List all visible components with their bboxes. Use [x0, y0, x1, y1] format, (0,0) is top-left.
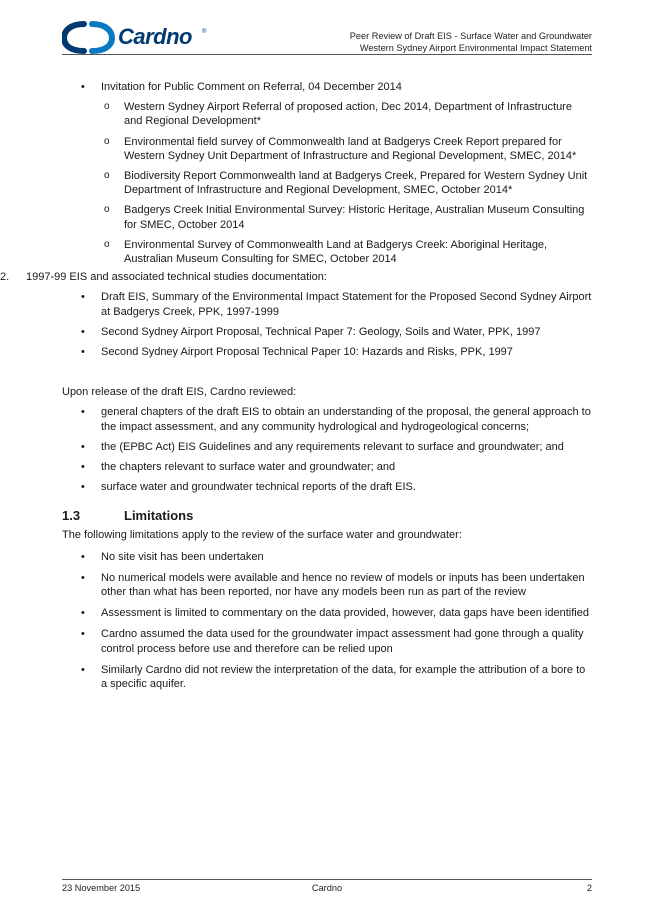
numbered-item: [0, 270, 592, 284]
bullet-disc: •: [81, 291, 85, 304]
bullet-disc: •: [81, 346, 85, 359]
list-item: [62, 405, 592, 433]
bullet-circle: o: [104, 101, 110, 113]
list-number: 2.: [0, 271, 10, 284]
sub-list-item-text: Environmental Survey of Commonwealth Land at Badgerys Creek: Aboriginal Heritage, Australian Museum Consulting for SMEC, October 2014: [124, 238, 548, 266]
list-item-text: Second Sydney Airport Proposal, Technical Paper 7: Geology, Soils and Water, PPK, 1997: [101, 325, 541, 338]
sub-list-item-text: Western Sydney Airport Referral of proposed action, Dec 2014, Department of Infrastructure and Regional Development*: [124, 101, 572, 128]
list-item: [62, 80, 592, 94]
list-item: [62, 550, 592, 564]
list-item: [62, 440, 592, 454]
list-item: [62, 460, 592, 474]
header-divider: [62, 54, 592, 55]
paragraph: Upon release of the draft EIS, Cardno reviewed:: [62, 386, 297, 399]
list-item-text: the chapters relevant to surface water and groundwater; and: [101, 461, 396, 474]
bullet-disc: •: [81, 440, 85, 453]
section-number: 1.3: [62, 508, 81, 524]
list-item: [62, 345, 592, 359]
sub-list-item-text: Environmental field survey of Commonwealth land at Badgerys Creek Report prepared for Western Sydney Unit Department of Infrastructure and Regional Development, SMEC, 2014*: [124, 135, 577, 162]
list-item-text: Draft EIS, Summary of the Environmental Impact Statement for the Proposed Second Sydney Airport at Badgerys Creek, PPK, 1997-1999: [101, 291, 592, 318]
bullet-disc: •: [81, 461, 85, 474]
cardno-logo-icon: [62, 20, 212, 54]
sub-list-item: [62, 203, 592, 231]
document-title-line2: Western Sydney Airport Environmental Impact Statement: [359, 43, 592, 53]
bullet-circle: o: [104, 170, 110, 182]
footer-company: Cardno: [311, 883, 343, 893]
list-item: [62, 627, 592, 655]
bullet-circle: o: [104, 135, 110, 147]
logo-wordmark: Cardno: [118, 24, 192, 49]
bullet-disc: •: [81, 406, 85, 419]
list-item-text: general chapters of the draft EIS to obtain an understanding of the proposal, the general approach to the impact assessment, and any community hydrological and hydrogeological concerns;: [101, 406, 591, 433]
list-item: [62, 606, 592, 620]
bullet-disc: •: [81, 481, 85, 494]
sub-list-item: [62, 135, 592, 163]
sub-list-item: [62, 100, 592, 128]
list-item: [62, 480, 592, 494]
list-item: [62, 663, 592, 691]
footer-date: 23 November 2015: [62, 883, 141, 893]
footer-divider: [62, 879, 592, 880]
bullet-disc: •: [81, 607, 85, 620]
list-item-text: surface water and groundwater technical reports of the draft EIS.: [101, 481, 416, 494]
sub-list-item-text: Biodiversity Report Commonwealth land at Badgerys Creek, Prepared for Western Sydney Unit Department of Infrastructure and Regional Development, SMEC, October 2014*: [124, 170, 588, 197]
bullet-disc: •: [81, 550, 85, 563]
list-item-text: No numerical models were available and hence no review of models or inputs has been undertaken other than what has been reported, nor have any models been run as part of the review: [101, 571, 585, 599]
page-content: [0, 72, 592, 691]
page-header: [62, 16, 592, 56]
document-title-line1: Peer Review of Draft EIS - Surface Water and Groundwater: [349, 31, 592, 41]
list-item-text: Assessment is limited to commentary on the data provided, however, data gaps have been identified: [101, 607, 589, 620]
list-item-text: Cardno assumed the data used for the groundwater impact assessment had gone through a quality control process before use and therefore can be relied upon: [101, 628, 584, 655]
list-item: [62, 325, 592, 339]
logo-registered-mark: ®: [202, 29, 207, 35]
section-heading: [62, 508, 592, 524]
list-item-text: Second Sydney Airport Proposal Technical Paper 10: Hazards and Risks, PPK, 1997: [101, 346, 513, 359]
list-item-text: Similarly Cardno did not review the interpretation of the data, for example the attribution of a bore to a specific aquifer.: [101, 663, 586, 691]
bullet-circle: o: [104, 238, 110, 250]
document-title: [350, 30, 592, 54]
list-item-text: the (EPBC Act) EIS Guidelines and any requirements relevant to surface and groundwater; and: [101, 440, 564, 453]
sub-list-item-text: Badgerys Creek Initial Environmental Survey: Historic Heritage, Australian Museum Consulting for SMEC, October 2014: [124, 204, 585, 231]
bullet-circle: o: [104, 204, 110, 216]
section-title: Limitations: [124, 508, 194, 524]
bullet-disc: •: [81, 325, 85, 338]
sub-list-item: [62, 238, 592, 266]
bullet-disc: •: [81, 628, 85, 641]
numbered-item-text: 1997-99 EIS and associated technical studies documentation:: [26, 271, 327, 284]
page-number: 2: [586, 883, 592, 893]
sub-list-item: [62, 169, 592, 197]
list-item-text: No site visit has been undertaken: [101, 550, 264, 563]
bullet-disc: •: [81, 571, 85, 584]
list-item: [62, 290, 592, 318]
bullet-disc: •: [81, 81, 85, 93]
bullet-disc: •: [81, 663, 85, 676]
paragraph: The following limitations apply to the review of the surface water and groundwater:: [62, 529, 462, 542]
list-item: [62, 571, 592, 599]
list-item-text: Invitation for Public Comment on Referral, 04 December 2014: [101, 81, 402, 93]
